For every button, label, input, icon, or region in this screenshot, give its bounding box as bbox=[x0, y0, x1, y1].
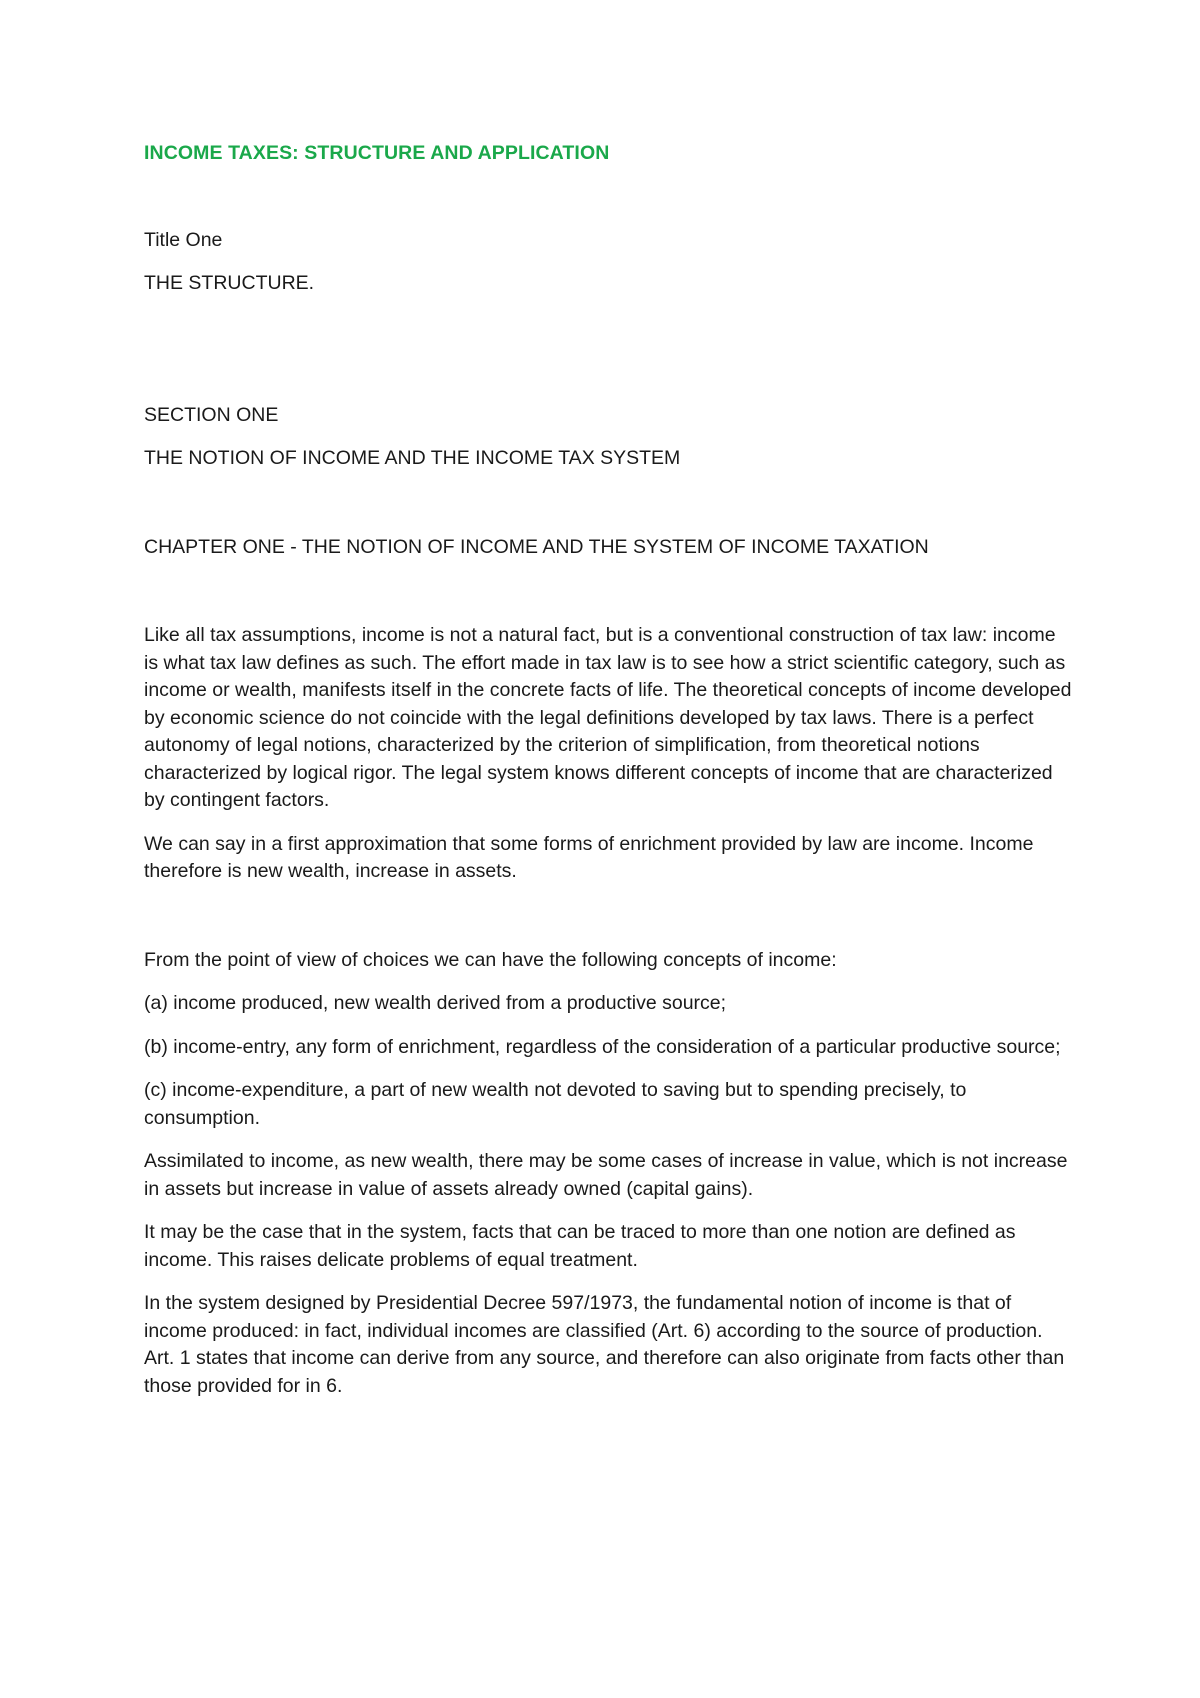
chapter-heading: CHAPTER ONE - THE NOTION OF INCOME AND THE SYSTEM OF INCOME TAXATION bbox=[144, 535, 929, 558]
list-item: (b) income-entry, any form of enrichment, regardless of the consideration of a particular productive source; bbox=[144, 1035, 1061, 1058]
paragraph: Like all tax assumptions, income is not a natural fact, but is a conventional construction of tax law: income is what tax law defines as such. The effort made in tax law is to see how a strict scientific category, such as income or wealth, manifests itself in the concrete facts of life. The theoretical concepts of income developed by economic science do not coincide with the legal definitions developed by tax laws. There is a perfect autonomy of legal notions, characterized by the criterion of simplification, from theoretical notions characterized by logical rigor. The legal system knows different concepts of income that are characterized by contingent factors. bbox=[144, 624, 1072, 811]
list-item: (a) income produced, new wealth derived from a productive source; bbox=[144, 992, 727, 1014]
paragraph: It may be the case that in the system, facts that can be traced to more than one notion are defined as income. This raises delicate problems of equal treatment. bbox=[144, 1221, 1016, 1271]
paragraph: In the system designed by Presidential Decree 597/1973, the fundamental notion of income is that of income produced: in fact, individual incomes are classified (Art. 6) according to the source of production. Art. 1 states that income can derive from any source, and therefore can also originate from facts other than those provided for in 6. bbox=[144, 1292, 1065, 1397]
section-heading: THE NOTION OF INCOME AND THE INCOME TAX SYSTEM bbox=[144, 447, 681, 469]
paragraph: Assimilated to income, as new wealth, there may be some cases of increase in value, which is not increase in assets but increase in value of assets already owned (capital gains). bbox=[144, 1150, 1068, 1200]
list-item: (c) income-expenditure, a part of new wealth not devoted to saving but to spending precisely, to consumption. bbox=[144, 1079, 967, 1129]
document-body bbox=[144, 140, 1074, 1400]
section-label: SECTION ONE bbox=[144, 403, 279, 426]
paragraph: From the point of view of choices we can have the following concepts of income: bbox=[144, 948, 837, 971]
title-one: Title One bbox=[144, 228, 223, 251]
structure-heading: THE STRUCTURE. bbox=[144, 272, 315, 294]
document-title: INCOME TAXES: STRUCTURE AND APPLICATION bbox=[144, 142, 610, 164]
paragraph: We can say in a first approximation that some forms of enrichment provided by law are income. Income therefore is new wealth, increase in assets. bbox=[144, 832, 1034, 882]
